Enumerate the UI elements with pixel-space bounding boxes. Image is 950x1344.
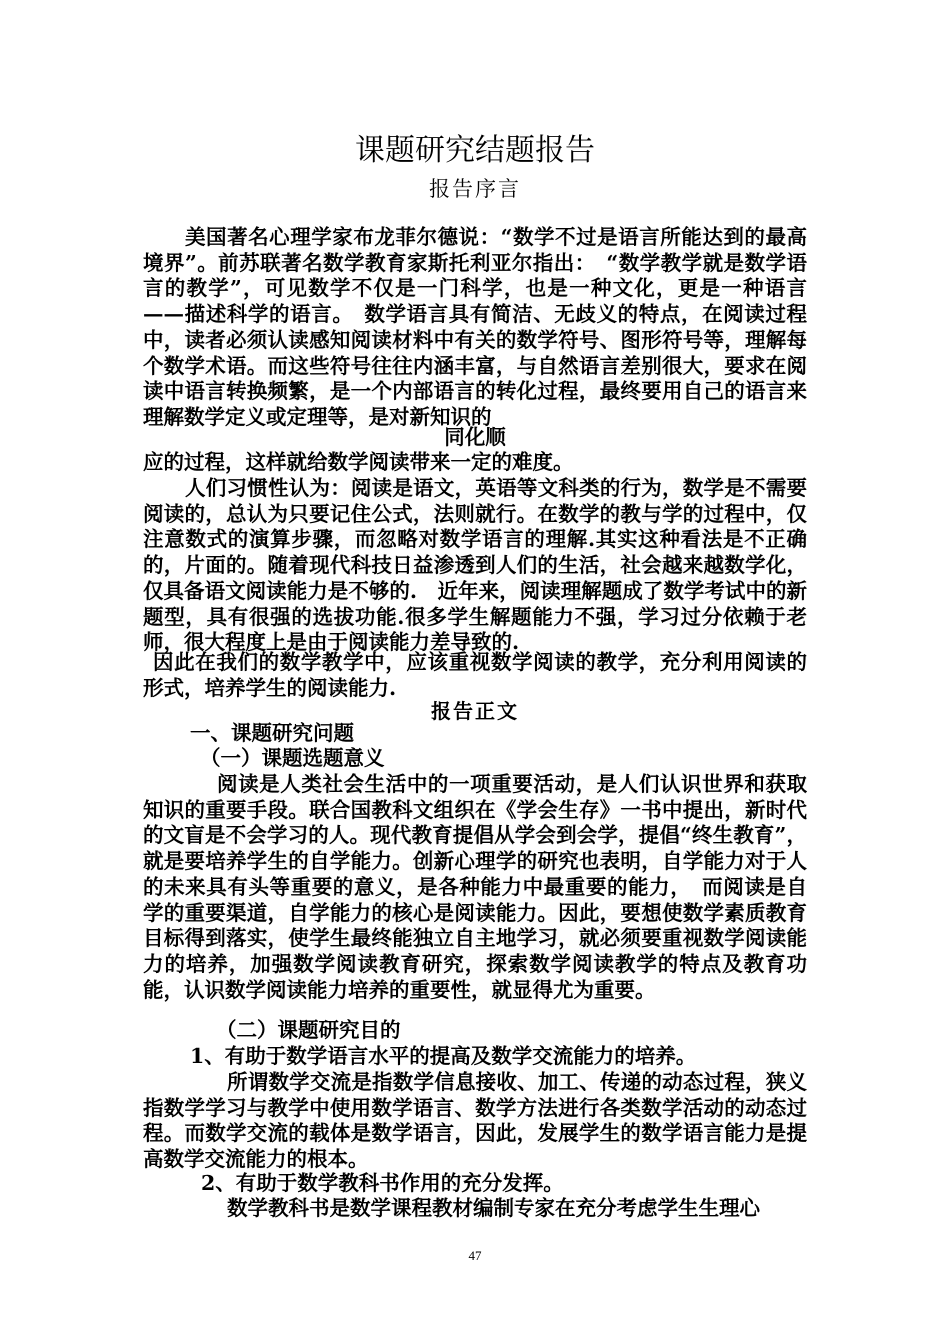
- preface-paragraph-3: 因此在我们的数学教学中，应该重视数学阅读的教学，充分利用阅读的形式，培养学生的阅读能力.: [143, 650, 807, 700]
- preface-paragraph-1: 美国著名心理学家布龙菲尔德说：“数学不过是语言所能达到的最高境界”。前苏联著名数学教育家斯托利亚尔指出： “数学教学就是数学语言的教学”，可见数学不仅是一门科学，也是一种文化，更是一种语言——描述科学的语言。 数学语言具有简洁、无歧义的特点，在阅读过程中，读者必须认读感知阅读材料中有关的数学符号、图形符号等，理解每个数学术语。而这些符号往往内涵丰富，与自然语言差别很大，要求在阅读中语言转换频繁，是一个内部语言的转化过程，最终要用自己的语言来理解数学定义或定理等，是对新知识的: [143, 225, 807, 429]
- preface-heading: 报告序言: [429, 177, 521, 201]
- point-2-paragraph: 数学教科书是数学课程教材编制专家在充分考虑学生生理心: [227, 1196, 760, 1220]
- point-1-heading: 1、有助于数学语言水平的提高及数学交流能力的培养。: [190, 1044, 697, 1068]
- section-1-heading: 一、课题研究问题: [190, 721, 354, 745]
- point-2-heading: 2、有助于数学教科书作用的充分发挥。: [201, 1171, 564, 1195]
- subsection-1-heading: （一）课题选题意义: [200, 746, 385, 770]
- page-number: 47: [468, 1248, 482, 1263]
- subsection-2-heading: （二）课题研究目的: [216, 1018, 401, 1042]
- preface-paragraph-2: 人们习惯性认为：阅读是语文，英语等文科类的行为，数学是不需要阅读的，总认为只要记住公式，法则就行。在数学的教与学的过程中，仅注意数式的演算步骤，而忽略对数学语言的理解.其实这种看法是不正确的，片面的。随着现代科技日益渗透到人们的生活，社会越来越数学化，仅具备语文阅读能力是不够的. 近年来，阅读理解题成了数学考试中的新题型，具有很强的选拔功能.很多学生解题能力不强，学习过分依赖于老师，很大程度上是由于阅读能力差导致的.: [143, 476, 807, 655]
- point-1-paragraph: 所谓数学交流是指数学信息接收、加工、传递的动态过程，狭义指数学学习与教学中使用数学语言、数学方法进行各类数学活动的动态过程。而数学交流的载体是数学语言，因此，发展学生的数学语言能力是提高数学交流能力的根本。: [143, 1070, 807, 1172]
- body-heading: 报告正文: [431, 699, 519, 723]
- preface-paragraph-1-end: 应的过程，这样就给数学阅读带来一定的难度。: [143, 450, 574, 474]
- report-title: 课题研究结题报告: [355, 133, 595, 168]
- subsection-1-paragraph: 阅读是人类社会生活中的一项重要活动，是人们认识世界和获取知识的重要手段。联合国教科文组织在《学会生存》一书中提出，新时代的文盲是不会学习的人。现代教育提倡从学会到会学，提倡“终生教育”，就是要培养学生的自学能力。创新心理学的研究也表明，自学能力对于人的未来具有头等重要的意义，是各种能力中最重要的能力， 而阅读是自学的重要渠道，自学能力的核心是阅读能力。因此，要想使数学素质教育目标得到落实，使学生最终能独立自主地学习，就必须要重视数学阅读能力的培养，加强数学阅读教育研究，探索数学阅读教学的特点及教育功能，认识数学阅读能力培养的重要性，就显得尤为重要。: [143, 772, 807, 1002]
- preface-line-break-fragment: 同化顺: [444, 425, 506, 449]
